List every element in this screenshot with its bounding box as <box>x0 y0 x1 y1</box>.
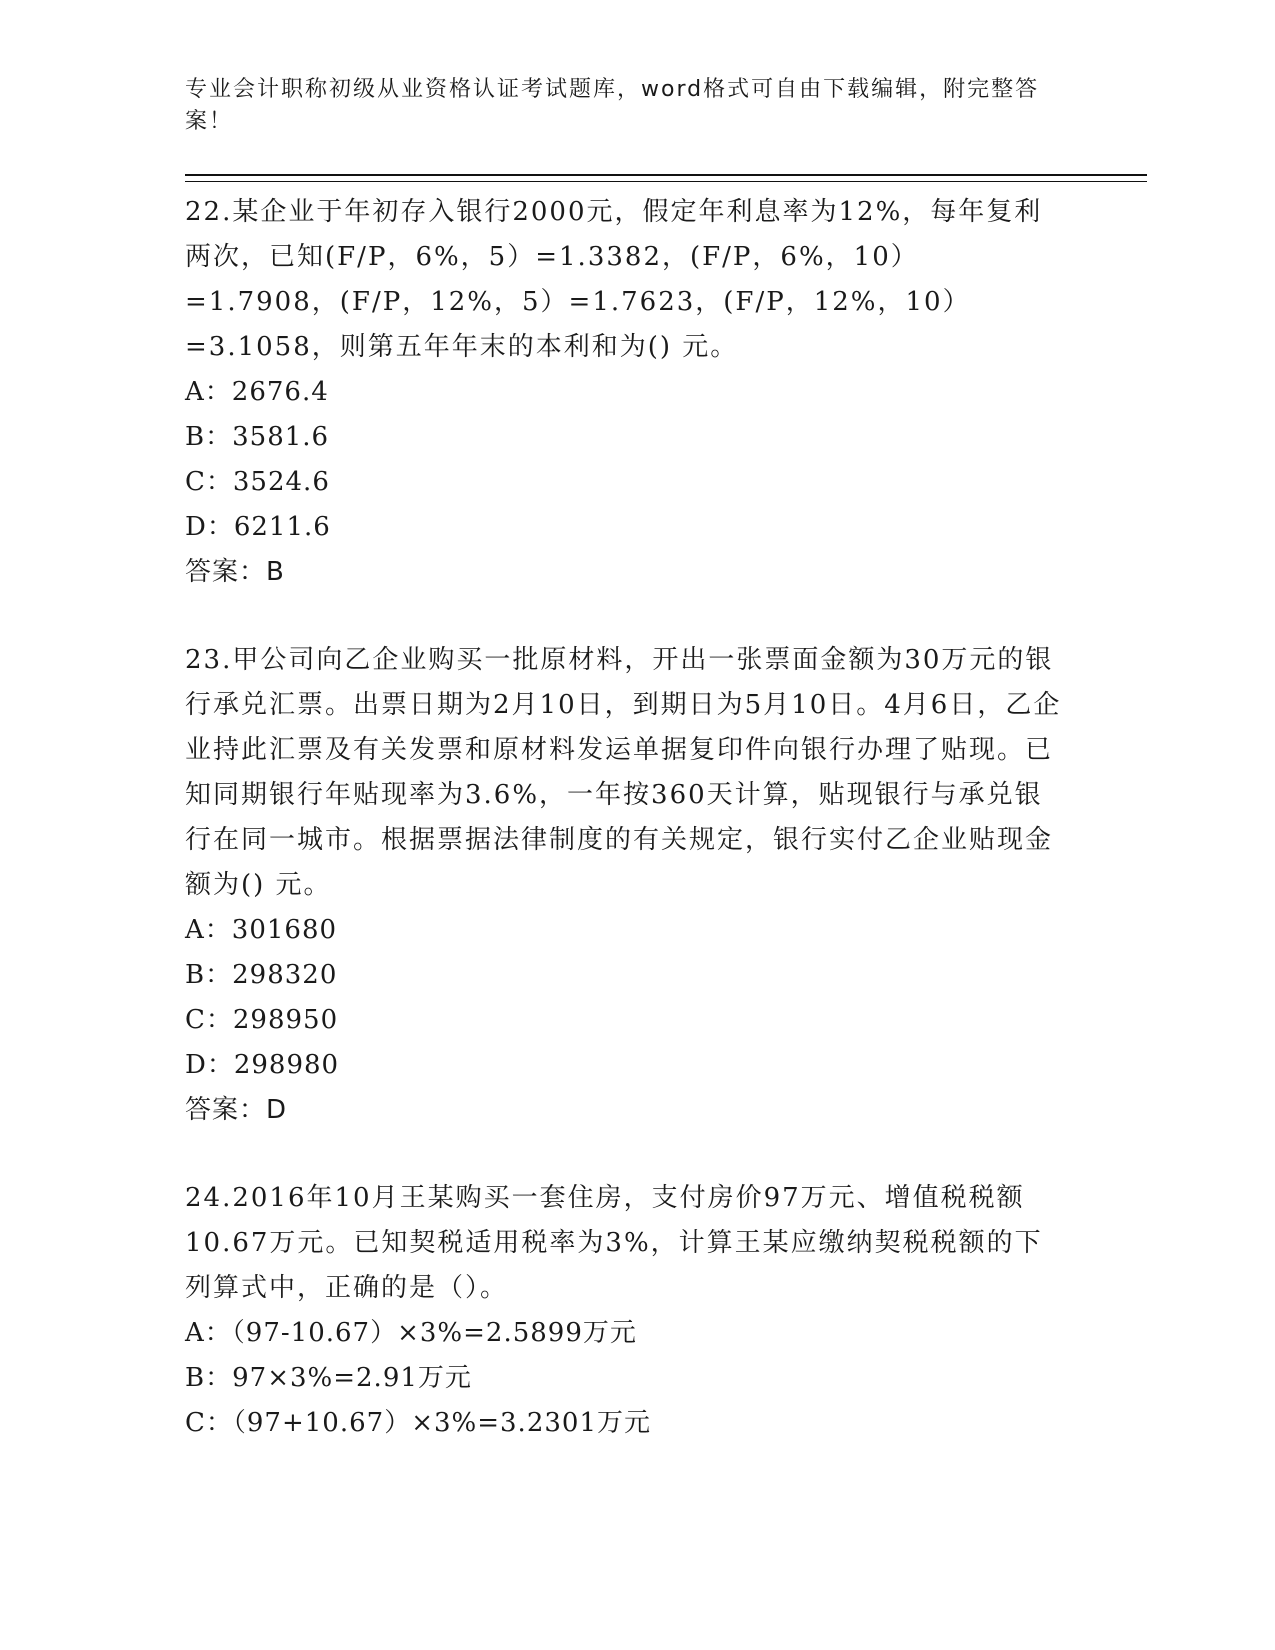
option-b: B：298320 <box>185 960 338 990</box>
option-c: C：（97+10.67）×3%=3.2301万元 <box>185 1408 651 1438</box>
option-c: C：298950 <box>185 1005 339 1035</box>
header-divider-thin <box>185 181 1147 182</box>
answer-line: 答案：D <box>185 1095 288 1125</box>
option-c: C：3524.6 <box>185 467 330 497</box>
question-stem: 22.某企业于年初存入银行2000元，假定年利息率为12%，每年复利两次，已知(F/P，6%，5）=1.3382，(F/P，6%，10）=1.7908，(F/P，12%，5）=1.7623，(F/P，12%，10）=3.1058，则第五年年末的本利和为() 元。 <box>185 197 1043 362</box>
question-22 <box>185 190 1065 595</box>
option-b: B：97×3%=2.91万元 <box>185 1363 472 1393</box>
option-a: A：301680 <box>185 915 338 945</box>
question-stem: 24.2016年10月王某购买一套住房，支付房价97万元、增值税税额10.67万元。已知契税适用税率为3%，计算王某应缴纳契税税额的下列算式中，正确的是（）。 <box>185 1183 1043 1303</box>
answer-line: 答案：B <box>185 557 285 587</box>
question-23 <box>185 638 1065 1133</box>
header-divider-thick <box>185 174 1147 176</box>
option-d: D：298980 <box>185 1050 340 1080</box>
question-24 <box>185 1176 1065 1446</box>
option-a: A：2676.4 <box>185 377 329 407</box>
option-a: A：（97-10.67）×3%=2.5899万元 <box>185 1318 637 1348</box>
question-list <box>185 190 1065 1489</box>
option-b: B：3581.6 <box>185 422 330 452</box>
document-header: 专业会计职称初级从业资格认证考试题库，word格式可自由下载编辑，附完整答案！ <box>185 77 1040 134</box>
option-d: D：6211.6 <box>185 512 331 542</box>
question-stem: 23.甲公司向乙企业购买一批原材料，开出一张票面金额为30万元的银行承兑汇票。出票日期为2月10日，到期日为5月10日。4月6日，乙企业持此汇票及有关发票和原材料发运单据复印件向银行办理了贴现。已知同期银行年贴现率为3.6%，一年按360天计算，贴现银行与承兑银行在同一城市。根据票据法律制度的有关规定，银行实付乙企业贴现金额为() 元。 <box>185 645 1062 900</box>
